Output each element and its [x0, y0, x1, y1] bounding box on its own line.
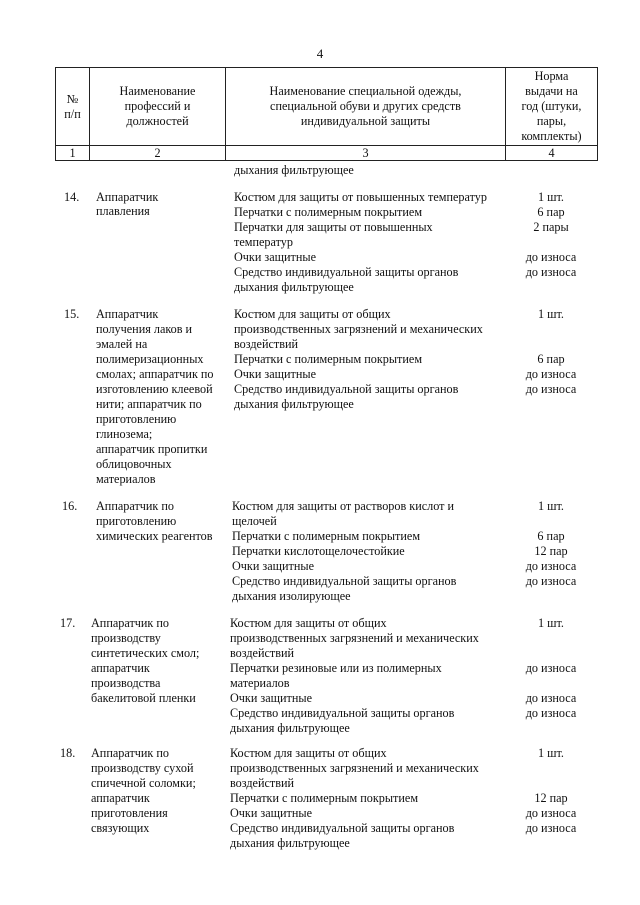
item-line: Перчатки с полимерным покрытием: [234, 352, 423, 366]
norm-value: до износа: [525, 661, 577, 675]
header-col1-line: п/п: [64, 107, 81, 121]
item-line: Костюм для защиты от общих: [234, 307, 391, 321]
profession-line: производства: [91, 676, 161, 690]
profession-line: спичечной соломки;: [91, 776, 196, 790]
profession-line: химических реагентов: [96, 529, 213, 543]
norm-value: до износа: [525, 706, 577, 720]
item-line: производственных загрязнений и механических: [234, 322, 483, 336]
profession-line: связующих: [91, 821, 150, 835]
header-colnum-2: 2: [154, 146, 161, 160]
item-line: Очки защитные: [230, 806, 312, 820]
header-col-divider: [597, 67, 598, 161]
header-col3-line: специальной обуви и других средств: [270, 99, 461, 113]
item-line: материалов: [230, 676, 290, 690]
norm-value: 1 шт.: [538, 616, 564, 630]
item-line: дыхания фильтрующее: [230, 721, 350, 735]
profession-line: эмалей на: [96, 337, 148, 351]
header-col1: [56, 92, 89, 122]
profession-line: Аппаратчик по: [96, 499, 175, 513]
profession-line: бакелитовой пленки: [91, 691, 196, 705]
item-line: Средство индивидуальной защиты органов: [232, 574, 457, 588]
row-number: 18.: [60, 746, 76, 760]
item-line: производственных загрязнений и механических: [230, 631, 479, 645]
header-col4-line: пары,: [536, 114, 567, 128]
item-line: Костюм для защиты от общих: [230, 746, 387, 760]
norm-value: до износа: [525, 806, 577, 820]
header-colnum-1: 1: [69, 146, 76, 160]
norm-value: 1 шт.: [538, 307, 564, 321]
profession-line: производству сухой: [91, 761, 194, 775]
norm-value: 6 пар: [537, 205, 565, 219]
row-number: 17.: [60, 616, 76, 630]
header-col2: [90, 84, 225, 129]
header-colnum-3: 3: [362, 146, 369, 160]
header-col3-line: Наименование специальной одежды,: [269, 84, 462, 98]
item-line: Средство индивидуальной защиты органов: [230, 821, 455, 835]
header-col2-line: профессий и: [124, 99, 191, 113]
header-col4: [506, 69, 597, 144]
profession-line: изготовлению клеевой: [96, 382, 213, 396]
header-col4-line: Норма: [534, 69, 569, 83]
profession-line: получения лаков и: [96, 322, 193, 336]
page-number: 4: [316, 46, 324, 61]
norm-value: 6 пар: [537, 529, 565, 543]
norm-value: 12 пар: [534, 791, 568, 805]
profession-line: Аппаратчик по: [91, 746, 170, 760]
header-col4-line: выдачи на: [525, 84, 578, 98]
profession-line: приготовления: [91, 806, 168, 820]
header-col2-line: Наименование: [119, 84, 196, 98]
carryover-text: дыхания фильтрующее: [234, 163, 354, 177]
item-line: Перчатки с полимерным покрытием: [232, 529, 421, 543]
header-col1-line: №: [66, 92, 79, 106]
item-line: производственных загрязнений и механических: [230, 761, 479, 775]
item-line: воздействий: [234, 337, 299, 351]
item-line: щелочей: [232, 514, 277, 528]
profession-line: аппаратчик: [91, 791, 150, 805]
item-line: Средство индивидуальной защиты органов: [230, 706, 455, 720]
profession-line: нити; аппаратчик по: [96, 397, 202, 411]
item-line: дыхания фильтрующее: [234, 397, 354, 411]
header-col3: [226, 84, 505, 129]
profession-line: материалов: [96, 472, 156, 486]
profession-line: смолах; аппаратчик по: [96, 367, 214, 381]
item-line: Средство индивидуальной защиты органов: [234, 265, 459, 279]
header-col4-line: год (штуки,: [521, 99, 582, 113]
profession-line: приготовлению: [96, 412, 177, 426]
norm-value: до износа: [525, 574, 577, 588]
item-line: дыхания фильтрующее: [234, 280, 354, 294]
header-col4-line: комплекты): [521, 129, 582, 143]
profession-line: Аппаратчик: [96, 190, 159, 204]
norm-value: до износа: [525, 367, 577, 381]
norm-value: до износа: [525, 382, 577, 396]
header-colnum-4: 4: [548, 146, 555, 160]
norm-value: 12 пар: [534, 544, 568, 558]
item-line: Костюм для защиты от растворов кислот и: [232, 499, 455, 513]
item-line: Перчатки кислотощелочестойкие: [232, 544, 405, 558]
item-line: воздействий: [230, 776, 295, 790]
profession-line: облицовочных: [96, 457, 172, 471]
item-line: дыхания фильтрующее: [230, 836, 350, 850]
profession-line: синтетических смол;: [91, 646, 200, 660]
norm-value: 1 шт.: [538, 746, 564, 760]
profession-line: Аппаратчик: [96, 307, 159, 321]
item-line: воздействий: [230, 646, 295, 660]
item-line: Очки защитные: [230, 691, 312, 705]
norm-value: до износа: [525, 821, 577, 835]
item-line: Средство индивидуальной защиты органов: [234, 382, 459, 396]
norm-value: до износа: [525, 559, 577, 573]
item-line: Очки защитные: [234, 367, 316, 381]
norm-value: до износа: [525, 265, 577, 279]
norm-value: 6 пар: [537, 352, 565, 366]
item-line: температур: [234, 235, 293, 249]
row-number: 14.: [64, 190, 80, 204]
profession-line: аппаратчик: [91, 661, 150, 675]
profession-line: плавления: [96, 204, 150, 218]
item-line: Костюм для защиты от общих: [230, 616, 387, 630]
norm-value: 1 шт.: [538, 499, 564, 513]
item-line: дыхания изолирующее: [232, 589, 351, 603]
item-line: Очки защитные: [234, 250, 316, 264]
header-top-border: [55, 67, 597, 68]
item-line: Перчатки с полимерным покрытием: [234, 205, 423, 219]
profession-line: Аппаратчик по: [91, 616, 170, 630]
item-line: Перчатки с полимерным покрытием: [230, 791, 419, 805]
profession-line: производству: [91, 631, 161, 645]
profession-line: глинозема;: [96, 427, 153, 441]
profession-line: полимеризационных: [96, 352, 204, 366]
norm-value: 1 шт.: [538, 190, 564, 204]
row-number: 15.: [64, 307, 80, 321]
header-col2-line: должностей: [126, 114, 189, 128]
profession-line: приготовлению: [96, 514, 177, 528]
item-line: Очки защитные: [232, 559, 314, 573]
item-line: Перчатки для защиты от повышенных: [234, 220, 433, 234]
norm-value: до износа: [525, 250, 577, 264]
norm-value: до износа: [525, 691, 577, 705]
header-col3-line: индивидуальной защиты: [300, 114, 431, 128]
norm-value: 2 пары: [533, 220, 569, 234]
row-number: 16.: [62, 499, 78, 513]
item-line: Костюм для защиты от повышенных температур: [234, 190, 487, 204]
item-line: Перчатки резиновые или из полимерных: [230, 661, 442, 675]
profession-line: аппаратчик пропитки: [96, 442, 208, 456]
